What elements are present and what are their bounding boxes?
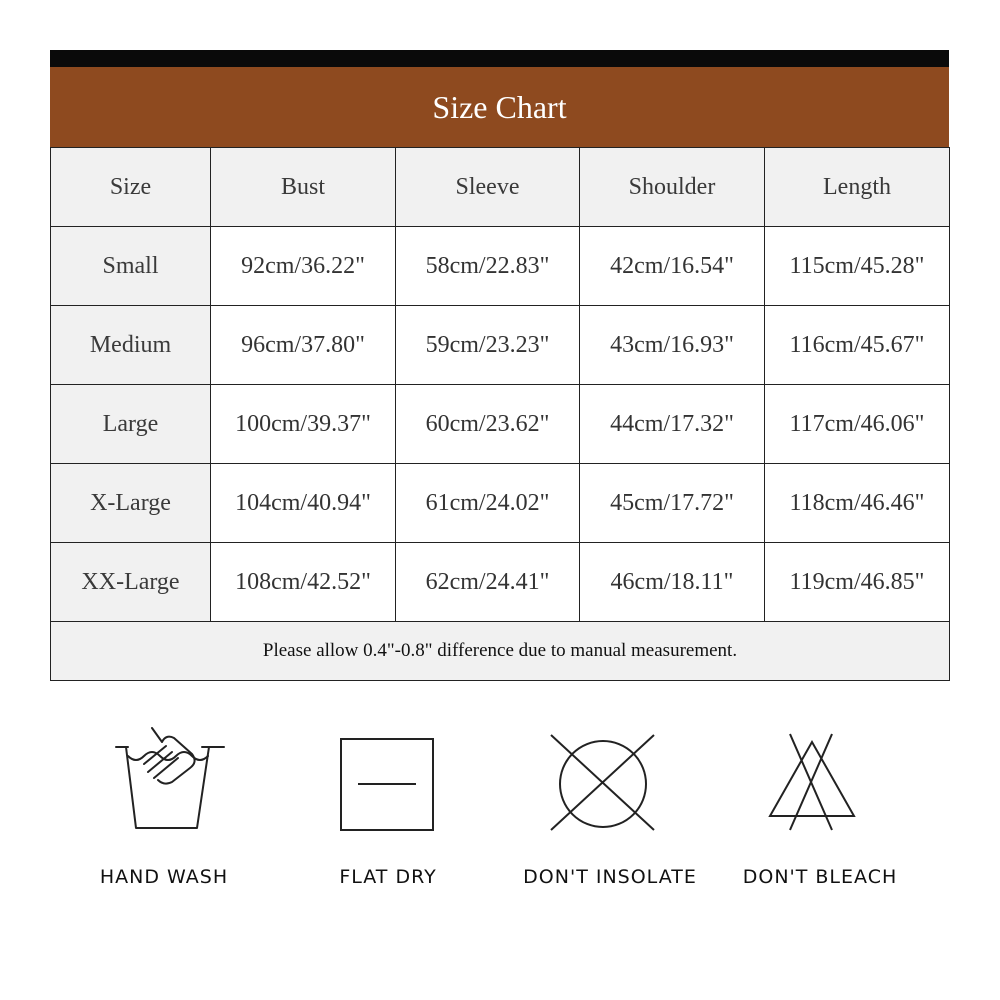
column-header: Length	[765, 148, 950, 227]
dont-insolate-icon	[505, 724, 705, 844]
shoulder-cell: 45cm/17.72"	[580, 464, 765, 543]
sleeve-cell: 59cm/23.23"	[396, 306, 580, 385]
table-row	[51, 543, 950, 622]
shoulder-cell: 44cm/17.32"	[580, 385, 765, 464]
dont-bleach-item	[720, 724, 920, 924]
table-header-row	[51, 148, 950, 227]
flat-dry-item	[288, 724, 488, 924]
length-cell: 115cm/45.28"	[765, 227, 950, 306]
table-row	[51, 385, 950, 464]
measurement-note: Please allow 0.4"-0.8" difference due to manual measurement.	[51, 622, 950, 681]
bust-cell: 104cm/40.94"	[211, 464, 396, 543]
bust-cell: 92cm/36.22"	[211, 227, 396, 306]
hand-wash-icon	[64, 724, 264, 844]
shoulder-cell: 43cm/16.93"	[580, 306, 765, 385]
length-cell: 119cm/46.85"	[765, 543, 950, 622]
sleeve-cell: 58cm/22.83"	[396, 227, 580, 306]
flat-dry-icon	[288, 724, 488, 844]
hand-wash-label: HAND WASH	[99, 866, 229, 888]
flat-dry-label: FLAT DRY	[339, 866, 437, 888]
shoulder-cell: 42cm/16.54"	[580, 227, 765, 306]
dont-bleach-label: DON'T BLEACH	[742, 866, 898, 888]
sleeve-cell: 62cm/24.41"	[396, 543, 580, 622]
dont-insolate-item	[505, 724, 705, 924]
length-cell: 116cm/45.67"	[765, 306, 950, 385]
hand-wash-item	[64, 724, 264, 924]
bust-cell: 100cm/39.37"	[211, 385, 396, 464]
column-header: Sleeve	[396, 148, 580, 227]
table-row	[51, 306, 950, 385]
sleeve-cell: 60cm/23.62"	[396, 385, 580, 464]
size-cell: Small	[51, 227, 211, 306]
shoulder-cell: 46cm/18.11"	[580, 543, 765, 622]
size-cell: Medium	[51, 306, 211, 385]
sleeve-cell: 61cm/24.02"	[396, 464, 580, 543]
length-cell: 118cm/46.46"	[765, 464, 950, 543]
column-header: Size	[51, 148, 211, 227]
top-bar	[50, 50, 949, 67]
table-row	[51, 227, 950, 306]
column-header: Shoulder	[580, 148, 765, 227]
bust-cell: 108cm/42.52"	[211, 543, 396, 622]
size-cell: X-Large	[51, 464, 211, 543]
dont-insolate-label: DON'T INSOLATE	[523, 866, 697, 888]
size-cell: Large	[51, 385, 211, 464]
size-table	[50, 147, 950, 681]
size-chart-title: Size Chart	[50, 67, 949, 147]
column-header: Bust	[211, 148, 396, 227]
size-cell: XX-Large	[51, 543, 211, 622]
table-row	[51, 464, 950, 543]
bust-cell: 96cm/37.80"	[211, 306, 396, 385]
dont-bleach-icon	[720, 724, 920, 844]
note-row	[51, 622, 950, 681]
length-cell: 117cm/46.06"	[765, 385, 950, 464]
